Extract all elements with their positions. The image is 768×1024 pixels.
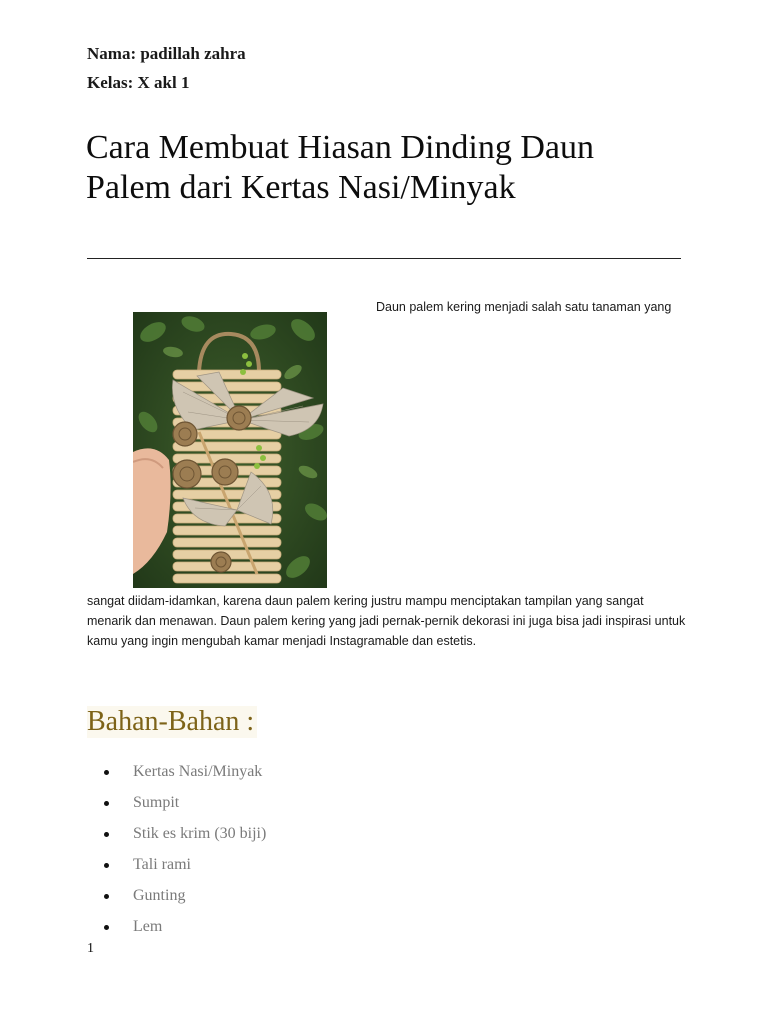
- student-class: Kelas: X akl 1: [87, 73, 190, 92]
- list-item-label: Kertas Nasi/Minyak: [133, 763, 263, 780]
- intro-first-line: Daun palem kering menjadi salah satu tanaman yang: [376, 300, 672, 314]
- page-number: 1: [87, 941, 94, 956]
- bullet-icon: [104, 801, 109, 806]
- materials-list: [104, 761, 266, 947]
- list-item: [104, 916, 266, 947]
- list-item-label: Lem: [133, 918, 163, 935]
- materials-heading: Bahan-Bahan :: [87, 706, 257, 738]
- list-item: [104, 885, 266, 916]
- document-title: Cara Membuat Hiasan Dinding Daun Palem dari Kertas Nasi/Minyak: [86, 129, 594, 206]
- palm-leaf-wall-decor-photo: [133, 312, 327, 588]
- list-item-label: Gunting: [133, 887, 186, 904]
- bullet-icon: [104, 894, 109, 899]
- list-item-label: Tali rami: [133, 856, 191, 873]
- bullet-icon: [104, 863, 109, 868]
- student-name: Nama: padillah zahra: [87, 44, 246, 63]
- list-item-label: Stik es krim (30 biji): [133, 825, 267, 842]
- bullet-icon: [104, 925, 109, 930]
- bullet-icon: [104, 832, 109, 837]
- list-item: [104, 792, 266, 823]
- list-item: [104, 854, 266, 885]
- intro-paragraph: sangat diidam-idamkan, karena daun palem kering justru mampu menciptakan tampilan yang sangat menarik dan menawan. Daun palem kering yang jadi pernak-pernik dekorasi ini juga bisa jadi inspirasi untuk kamu yang ingin mengubah kamar menjadi Instagramable dan estetis.: [87, 594, 686, 648]
- list-item: [104, 823, 266, 854]
- list-item: [104, 761, 266, 792]
- list-item-label: Sumpit: [133, 794, 180, 811]
- title-divider: [87, 258, 681, 259]
- bullet-icon: [104, 770, 109, 775]
